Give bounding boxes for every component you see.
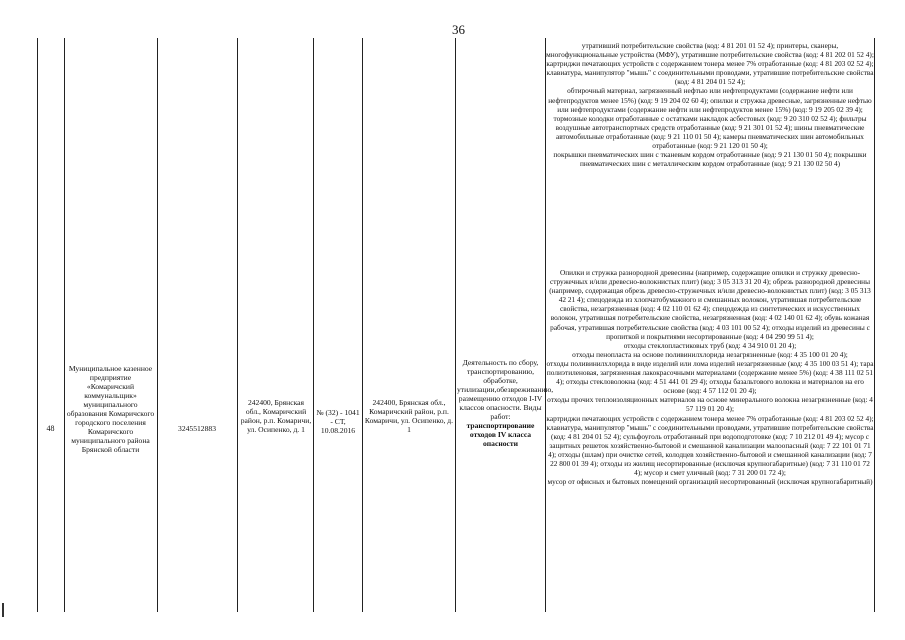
column-divider bbox=[362, 38, 363, 612]
row-index: 48 bbox=[46, 424, 55, 433]
column-divider bbox=[157, 38, 158, 612]
activity-types-bold: транспортирование отходов IV класса опасности bbox=[466, 421, 535, 448]
column-divider bbox=[237, 38, 238, 612]
waste-paragraph: Опилки и стружка разнородной древесины (например, содержащие опилки и стружку древесно-стружечных и/или древесно-волокнистых плит) (код: 3 05 313 31 20 4); обрезь разнородной древесины (например, содержащая обрезь древесно-стружечных и/или древесно-волокнистых плит) (код: 3 05 313 42 21 4); спецодежда из хлопчатобумажного и смешанных волокон, утратившая потребительские свойства, незагрязненная (код: 4 02 110 01 62 4); спецодежда из синтетических и искусственных волокон, утратившая потребительские свойства, незагрязненная (код: 4 02 140 01 62 4); обувь кожаная рабочая, утратившая потребительские свойства (код: 4 03 101 00 52 4); отходы изделий из древесины с пропиткой и покрытиями несортированные (код: 4 04 290 99 51 4); bbox=[549, 268, 871, 341]
waste-paragraph: утративший потребительские свойства (код: 4 81 201 01 52 4); принтеры, сканеры, многофункциональные устройства (МФУ), утратившие потребительские свойства (код: 4 81 202 01 52 4); bbox=[546, 41, 874, 60]
waste-paragraph: картриджи печатающих устройств с содержанием тонера менее 7% отработанные (код: 4 81 203 02 52 4); клавиатура, манипулятор "мышь" с соединительными проводами, утратившие потребительские свойства (код: 4 81 204 01 52 4); bbox=[546, 59, 874, 87]
waste-paragraph: отходы стеклопластиковых труб (код: 4 34 910 01 20 4); bbox=[623, 340, 797, 350]
column-divider bbox=[37, 38, 38, 612]
waste-paragraph: клавиатура, манипулятор "мышь" с соединительными проводами, утратившие потребительские свойства (код: 4 81 204 01 52 4); сульфоуголь отработанный при водоподготовке (код: 7 10 212 01 49 4); мусор с защитных решеток хозяйственно-бытовой и смешанной канализации малоопасный (код: 7 22 101 01 71 4); отходы (шлам) при очистке сетей, колодцев хозяйственно-бытовой и смешанной канализации (код: 7 22 800 01 39 4); отходы из жилищ несортированные (исключая крупногабаритные) (код: 7 31 110 01 72 4); мусор и смет уличный (код: 7 31 200 01 72 4); bbox=[546, 422, 874, 478]
waste-paragraph: мусор от офисных и бытовых помещений организаций несортированный (исключая крупногабаритный) bbox=[547, 477, 873, 487]
waste-paragraph: покрышки пневматических шин с тканевым кордом отработанные (код: 9 21 130 01 50 4); покрышки пневматических шин с металлическим кордом отработанные (код: 9 21 130 02 50 4) bbox=[553, 150, 867, 169]
activity-types-plain: Деятельность по сбору, транспортированию, обработке, утилизации,обезвреживанию, размещению отходов I-IV классов опасности. Виды работ: bbox=[457, 358, 554, 421]
waste-paragraph: отходы прочих теплоизоляционных материалов на основе минерального волокна незагрязненные (код: 4 57 119 01 20 4); bbox=[547, 395, 873, 414]
column-divider bbox=[64, 38, 65, 612]
waste-paragraph: обтирочный материал, загрязненный нефтью или нефтепродуктами (содержание нефти или нефтепродуктов менее 15%) (код: 9 19 204 02 60 4); опилки и стружка древесные, загрязненные нефтью или нефтепродуктами (содержание нефти или нефтепродуктов менее 15%) (код: 9 19 205 02 39 4); тормозные колодки отработанные с остатками накладок асбестовых (код: 9 20 310 02 52 4); фильтры воздушные автотранспортных средств отработанные (код: 9 21 301 01 52 4); шины пневматические автомобильные отработанные (код: 9 21 110 01 50 4); камеры пневматических шин автомобильных отработанные (код: 9 21 120 01 50 4); bbox=[548, 86, 872, 151]
column-divider bbox=[455, 38, 456, 612]
waste-list-top bbox=[546, 41, 874, 168]
activity-address: 242400, Брянская обл., Комаричский район, р.п. Комаричи, ул. Осипенко, д. 1 bbox=[364, 398, 454, 434]
activity-types bbox=[457, 358, 554, 448]
waste-paragraph: картриджи печатающих устройств с содержанием тонера менее 7% отработанные (код: 4 81 203 02 52 4); bbox=[546, 413, 874, 423]
inn: 3245512883 bbox=[178, 424, 216, 433]
column-divider bbox=[313, 38, 314, 612]
waste-paragraph: отходы пенопласта на основе поливинилхлорида незагрязненные (код: 4 35 100 01 20 4); bbox=[572, 349, 848, 359]
column-divider bbox=[874, 38, 875, 612]
page-number: 36 bbox=[452, 22, 465, 37]
scan-edge-mark bbox=[2, 603, 4, 617]
license-number: № (32) - 1041 - СТ, 10.08.2016 bbox=[316, 408, 360, 435]
org-name: Муниципальное казенное предприятие «Комаричский коммунальщик» муниципального образования Комаричского городского поселения Комаричского муниципального района Брянской области bbox=[66, 364, 155, 454]
legal-address: 242400, Брянская обл., Комаричский район, р.п. Комаричи, ул. Осипенко, д. 1 bbox=[240, 398, 312, 434]
waste-list-bottom bbox=[546, 268, 874, 486]
waste-paragraph: отходы поливинилхлорида в виде изделий или лома изделий незагрязненные (код: 4 35 100 03 51 4); тара полиэтиленовая, загрязненная лакокрасочными материалами (содержание менее 5%) (код: 4 38 111 02 51 4); отходы стекловолокна (код: 4 51 441 01 29 4); отходы базальтового волокна и материалов на его основе (код: 4 57 112 01 20 4); bbox=[546, 358, 874, 396]
